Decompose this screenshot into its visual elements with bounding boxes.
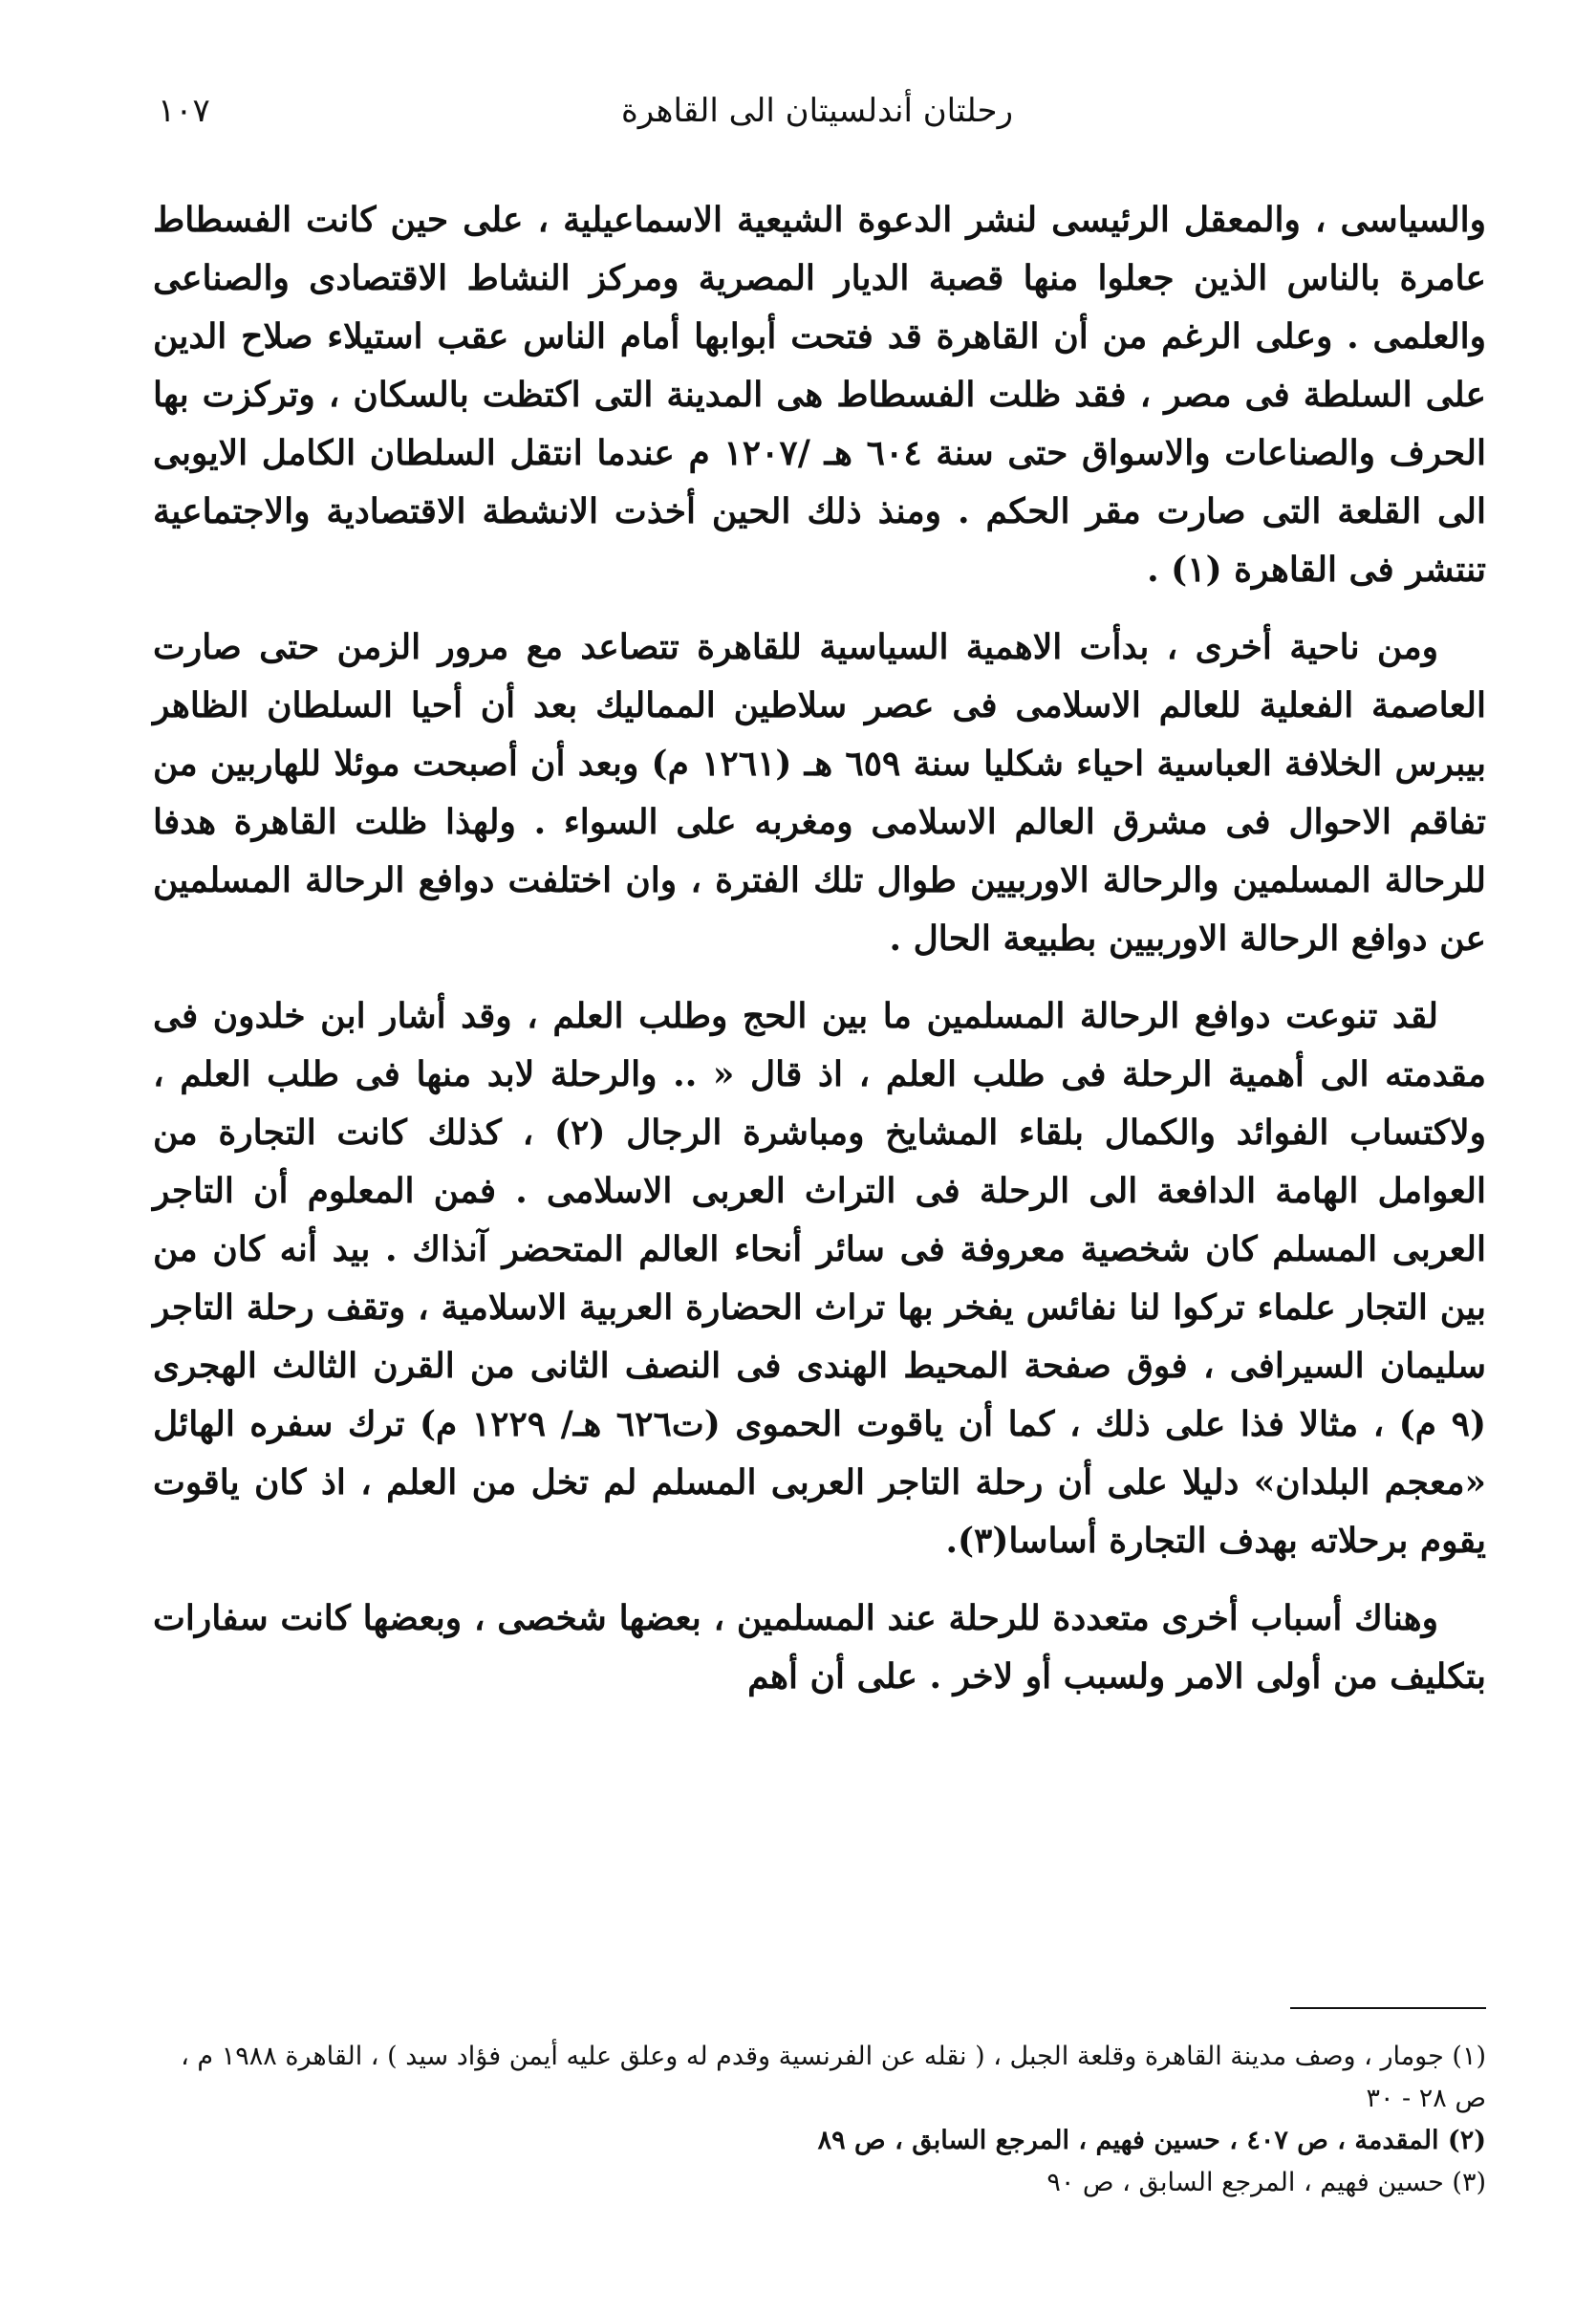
footnotes bbox=[153, 2036, 1486, 2204]
footnote-1: (١) جومار ، وصف مدينة القاهرة وقلعة الجبل ، ( نقله عن الفرنسية وقدم له وعلق عليه أيمن فؤاد سيد ) ، القاهرة ١٩٨٨ م ، ص ٢٨ - ٣٠ bbox=[181, 2042, 1486, 2113]
footnote-2: (٢) المقدمة ، ص ٤٠٧ ، حسين فهيم ، المرجع السابق ، ص ٨٩ bbox=[817, 2126, 1486, 2155]
body-text bbox=[153, 191, 1486, 1725]
page-number: ١٠٧ bbox=[158, 92, 210, 130]
paragraph-1: والسياسى ، والمعقل الرئيسى لنشر الدعوة الشيعية الاسماعيلية ، على حين كانت الفسطاط عامرة بالناس الذين جعلوا منها قصبة الديار المصرية ومركز النشاط الاقتصادى والصناعى والعلمى . وعلى الرغم من أن القاهرة قد فتحت أبوابها أمام الناس عقب استيلاء صلاح الدين على السلطة فى مصر ، فقد ظلت الفسطاط هى المدينة التى اكتظت بالسكان ، وتركزت بها الحرف والصناعات والاسواق حتى سنة ٦٠٤ هـ /١٢٠٧ م عندما انتقل السلطان الكامل الايوبى الى القلعة التى صارت مقر الحكم . ومنذ ذلك الحين أخذت الانشطة الاقتصادية والاجتماعية تنتشر فى القاهرة (١) . bbox=[153, 200, 1487, 590]
footnote-divider bbox=[1290, 2007, 1486, 2009]
header-title: رحلتان أندلسيتان الى القاهرة bbox=[620, 92, 1013, 130]
running-header bbox=[158, 84, 1477, 138]
paragraph-2: ومن ناحية أخرى ، بدأت الاهمية السياسية للقاهرة تتصاعد مع مرور الزمن حتى صارت العاصمة الفعلية للعالم الاسلامى فى عصر سلاطين المماليك بعد أن أحيا السلطان الظاهر بيبرس الخلافة العباسية احياء شكليا سنة ٦٥٩ هـ (١٢٦١ م) وبعد أن أصبحت موئلا للهاربين من تفاقم الاحوال فى مشرق العالم الاسلامى ومغربه على السواء . ولهذا ظلت القاهرة هدفا للرحالة المسلمين والرحالة الاوربيين طوال تلك الفترة ، وان اختلفت دوافع الرحالة المسلمين عن دوافع الرحالة الاوربيين بطبيعة الحال . bbox=[153, 627, 1486, 959]
footnote-3: (٣) حسين فهيم ، المرجع السابق ، ص ٩٠ bbox=[1046, 2168, 1486, 2197]
paragraph-4: وهناك أسباب أخرى متعددة للرحلة عند المسلمين ، بعضها شخصى ، وبعضها كانت سفارات بتكليف من أولى الامر ولسبب أو لاخر . على أن أهم bbox=[153, 1598, 1486, 1697]
paragraph-3: لقد تنوعت دوافع الرحالة المسلمين ما بين الحج وطلب العلم ، وقد أشار ابن خلدون فى مقدمته الى أهمية الرحلة فى طلب العلم ، اذ قال « .. والرحلة لابد منها فى طلب العلم ، ولاكتساب الفوائد والكمال بلقاء المشايخ ومباشرة الرجال (٢) ، كذلك كانت التجارة من العوامل الهامة الدافعة الى الرحلة فى التراث العربى الاسلامى . فمن المعلوم أن التاجر العربى المسلم كان شخصية معروفة فى سائر أنحاء العالم المتحضر آنذاك . بيد أنه كان من بين التجار علماء تركوا لنا نفائس يفخر بها تراث الحضارة العربية الاسلامية ، وتقف رحلة التاجر سليمان السيرافى ، فوق صفحة المحيط الهندى فى النصف الثانى من القرن الثالث الهجرى (٩ م) ، مثالا فذا على ذلك ، كما أن ياقوت الحموى (ت٦٢٦ هـ/ ١٢٢٩ م) ترك سفره الهائل «معجم البلدان» دليلا على أن رحلة التاجر العربى المسلم لم تخل من العلم ، اذ كان ياقوت يقوم برحلاته بهدف التجارة أساسا(٣). bbox=[153, 996, 1486, 1561]
